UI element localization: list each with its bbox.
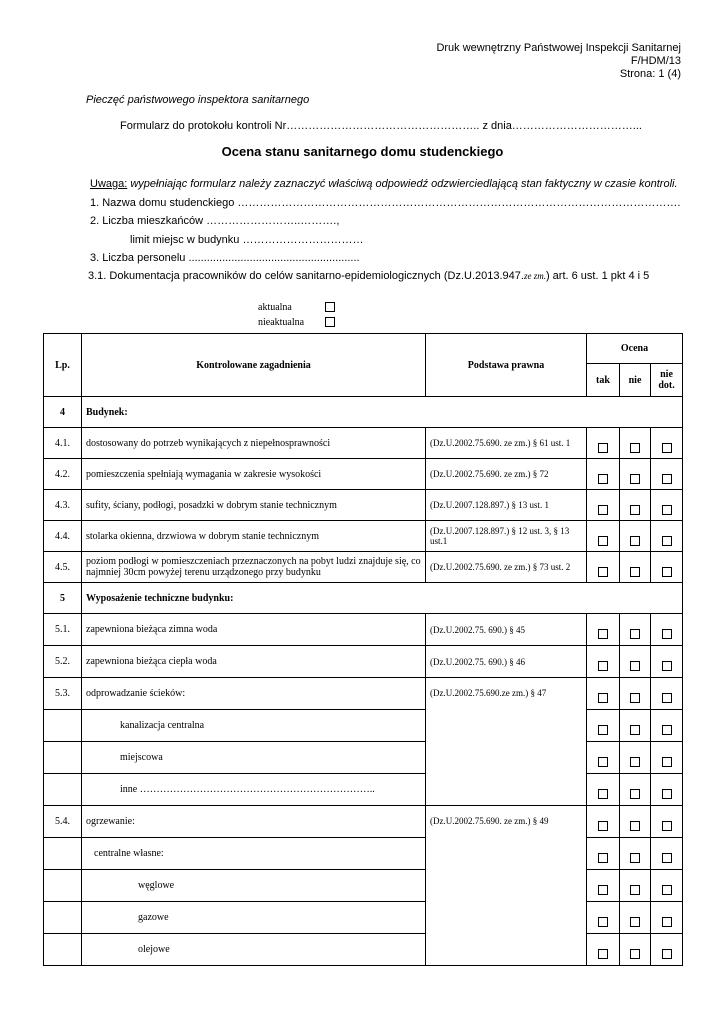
cell-na: [651, 870, 683, 902]
row-topic: zapewniona bieżąca ciepła woda: [82, 646, 426, 678]
cell-yes: [587, 774, 620, 806]
row-topic: centralne własne:: [82, 838, 426, 870]
note-text: wypełniając formularz należy zaznaczyć właściwą odpowiedź odzwierciedlającą stan faktyczny w czasie kontroli.: [127, 178, 678, 190]
checkbox-no[interactable]: [630, 885, 640, 895]
section-number: 4: [44, 397, 82, 428]
row-law: (Dz.U.2002.75.690. ze zm.) § 72: [426, 459, 587, 490]
section-row-building: [44, 397, 683, 428]
cell-yes: [587, 614, 620, 646]
row-lp: 4.5.: [44, 552, 82, 583]
row-topic: kanalizacja centralna: [82, 710, 426, 742]
checkbox-no[interactable]: [630, 789, 640, 799]
cell-no: [620, 934, 651, 966]
row-lp: [44, 710, 82, 742]
table-row: [44, 902, 683, 934]
checkbox-na[interactable]: [662, 661, 672, 671]
table-row: [44, 428, 683, 459]
row-topic: zapewniona bieżąca zimna woda: [82, 614, 426, 646]
staff-doc-text: 3.1. Dokumentacja pracowników do celów sanitarno-epidemiologicznych (Dz.U.2013.947.: [88, 270, 524, 282]
staff-doc-amend: ze zm.: [523, 271, 546, 281]
row-lp: 4.2.: [44, 459, 82, 490]
checkbox-yes[interactable]: [598, 821, 608, 831]
table-row: [44, 646, 683, 678]
cell-yes: [587, 521, 620, 552]
col-header-no: nie: [620, 364, 651, 397]
checkbox-no[interactable]: [630, 661, 640, 671]
section-title: Wyposażenie techniczne budynku:: [82, 583, 683, 614]
checkbox-yes[interactable]: [598, 661, 608, 671]
table-row: [44, 870, 683, 902]
checkbox-yes[interactable]: [598, 853, 608, 863]
row-law: (Dz.U.2007.128.897.) § 13 ust. 1: [426, 490, 587, 521]
header-form-code: F/HDM/13: [630, 55, 681, 67]
checkbox-no[interactable]: [630, 505, 640, 515]
checkbox-yes[interactable]: [598, 949, 608, 959]
table-row: [44, 774, 683, 806]
cell-na: [651, 428, 683, 459]
checkbox-na[interactable]: [662, 693, 672, 703]
page-title: Ocena stanu sanitarnego domu studenckiego: [221, 144, 504, 159]
cell-no: [620, 870, 651, 902]
checkbox-yes[interactable]: [598, 885, 608, 895]
row-law: (Dz.U.2002.75. 690.) § 45: [426, 614, 587, 646]
checkbox-no[interactable]: [630, 629, 640, 639]
checkbox-no[interactable]: [630, 474, 640, 484]
cell-no: [620, 552, 651, 583]
cell-no: [620, 710, 651, 742]
col-header-rating: Ocena: [587, 334, 683, 364]
cell-no: [620, 646, 651, 678]
row-law: (Dz.U.2002.75.690. ze zm.) § 73 ust. 2: [426, 552, 587, 583]
cell-no: [620, 838, 651, 870]
checkbox-na[interactable]: [662, 789, 672, 799]
row-law: (Dz.U.2007.128.897.) § 12 ust. 3, § 13 ust.1: [426, 521, 587, 552]
row-law: (Dz.U.2002.75.690. ze zm.) § 61 ust. 1: [426, 428, 587, 459]
checkbox-yes[interactable]: [598, 567, 608, 577]
cell-yes: [587, 678, 620, 710]
row-lp: [44, 838, 82, 870]
table-row: [44, 490, 683, 521]
section-number: 5: [44, 583, 82, 614]
row-lp: 4.4.: [44, 521, 82, 552]
col-header-topic: Kontrolowane zagadnienia: [82, 334, 426, 397]
checkbox-yes[interactable]: [598, 725, 608, 735]
checkbox-no[interactable]: [630, 757, 640, 767]
legend-outdated-label: nieaktualna: [258, 317, 305, 328]
cell-na: [651, 902, 683, 934]
legend-current-label: aktualna: [258, 302, 292, 313]
cell-no: [620, 459, 651, 490]
table-row: [44, 742, 683, 774]
checkbox-yes[interactable]: [598, 693, 608, 703]
table-row: [44, 806, 683, 838]
row-lp: [44, 934, 82, 966]
cell-yes: [587, 646, 620, 678]
row-lp: 5.3.: [44, 678, 82, 710]
cell-yes: [587, 459, 620, 490]
field-place-limit[interactable]: limit miejsc w budynku ……………………………: [130, 234, 364, 246]
cell-na: [651, 614, 683, 646]
col-header-lp: Lp.: [44, 334, 82, 397]
row-topic: węglowe: [82, 870, 426, 902]
checkbox-yes[interactable]: [598, 474, 608, 484]
row-law: (Dz.U.2002.75. 690.) § 46: [426, 646, 587, 678]
field-dorm-name[interactable]: 1. Nazwa domu studenckiego ………………………………………………………………………………………………………….: [90, 197, 681, 209]
cell-yes: [587, 902, 620, 934]
cell-yes: [587, 934, 620, 966]
row-lp: 4.3.: [44, 490, 82, 521]
field-staff-count[interactable]: 3. Liczba personelu ........................................................: [90, 252, 360, 264]
checkbox-no[interactable]: [630, 567, 640, 577]
checkbox-na[interactable]: [662, 885, 672, 895]
row-topic: sufity, ściany, podłogi, posadzki w dobrym stanie technicznym: [82, 490, 426, 521]
cell-yes: [587, 552, 620, 583]
cell-na: [651, 459, 683, 490]
checkbox-na[interactable]: [662, 757, 672, 767]
row-lp: [44, 774, 82, 806]
checkbox-na[interactable]: [662, 443, 672, 453]
cell-no: [620, 614, 651, 646]
cell-yes: [587, 838, 620, 870]
row-lp: [44, 902, 82, 934]
section-title: Budynek:: [82, 397, 683, 428]
table-row: [44, 934, 683, 966]
row-law: (Dz.U.2002.75.690. ze zm.) § 49: [426, 806, 587, 966]
cell-no: [620, 742, 651, 774]
cell-yes: [587, 870, 620, 902]
cell-na: [651, 646, 683, 678]
cell-yes: [587, 490, 620, 521]
checkbox-na[interactable]: [662, 505, 672, 515]
cell-na: [651, 678, 683, 710]
checkbox-no[interactable]: [630, 821, 640, 831]
cell-na: [651, 806, 683, 838]
row-topic: inne ……………………………………………………………..: [82, 774, 426, 806]
document-header: [436, 42, 681, 81]
checkbox-yes[interactable]: [598, 789, 608, 799]
inspector-stamp-label: Pieczęć państwowego inspektora sanitarnego: [86, 94, 310, 106]
checkbox-no[interactable]: [630, 536, 640, 546]
row-lp: [44, 742, 82, 774]
col-header-na: nie dot.: [651, 364, 683, 397]
checkbox-yes[interactable]: [598, 443, 608, 453]
checkbox-yes[interactable]: [598, 917, 608, 927]
cell-na: [651, 838, 683, 870]
cell-na: [651, 710, 683, 742]
section-row-equipment: [44, 583, 683, 614]
cell-na: [651, 490, 683, 521]
checkbox-na[interactable]: [662, 474, 672, 484]
cell-na: [651, 552, 683, 583]
checkbox-yes[interactable]: [598, 629, 608, 639]
cell-no: [620, 902, 651, 934]
checkbox-current[interactable]: [325, 302, 335, 312]
row-lp: 5.1.: [44, 614, 82, 646]
row-topic: odprowadzanie ścieków:: [82, 678, 426, 710]
checkbox-no[interactable]: [630, 853, 640, 863]
cell-na: [651, 774, 683, 806]
row-law: (Dz.U.2002.75.690.ze zm.) § 47: [426, 678, 587, 806]
cell-no: [620, 678, 651, 710]
col-header-law: Podstawa prawna: [426, 334, 587, 397]
row-topic: dostosowany do potrzeb wynikających z niepełnosprawności: [82, 428, 426, 459]
cell-no: [620, 774, 651, 806]
note-label: Uwaga:: [90, 178, 128, 190]
row-topic: olejowe: [82, 934, 426, 966]
table-row: [44, 614, 683, 646]
header-print-type: Druk wewnętrzny Państwowej Inspekcji Sanitarnej: [436, 42, 681, 54]
checkbox-na[interactable]: [662, 536, 672, 546]
instruction-note: [90, 178, 678, 190]
protocol-form-line[interactable]: Formularz do protokołu kontroli Nr…………………………………………….. z dnia……………………………...: [120, 120, 642, 132]
header-page-number: Strona: 1 (4): [619, 68, 681, 80]
checkbox-no[interactable]: [630, 693, 640, 703]
checkbox-no[interactable]: [630, 725, 640, 735]
table-row: [44, 838, 683, 870]
row-lp: 5.4.: [44, 806, 82, 838]
inspection-table: [43, 333, 683, 966]
checkbox-no[interactable]: [630, 949, 640, 959]
cell-yes: [587, 742, 620, 774]
staff-doc-article: ) art. 6 ust. 1 pkt 4 i 5: [545, 270, 650, 282]
row-topic: stolarka okienna, drzwiowa w dobrym stanie technicznym: [82, 521, 426, 552]
cell-na: [651, 521, 683, 552]
table-row: [44, 521, 683, 552]
field-residents-count[interactable]: 2. Liczba mieszkańców ……………………..……….,: [90, 215, 340, 227]
checkbox-na[interactable]: [662, 629, 672, 639]
row-lp: 4.1.: [44, 428, 82, 459]
cell-na: [651, 742, 683, 774]
checkbox-yes[interactable]: [598, 505, 608, 515]
checkbox-na[interactable]: [662, 821, 672, 831]
row-lp: [44, 870, 82, 902]
cell-no: [620, 806, 651, 838]
cell-no: [620, 521, 651, 552]
checkbox-na[interactable]: [662, 917, 672, 927]
cell-na: [651, 934, 683, 966]
cell-yes: [587, 710, 620, 742]
row-topic: miejscowa: [82, 742, 426, 774]
table-row: [44, 459, 683, 490]
checkbox-no[interactable]: [630, 443, 640, 453]
table-row: [44, 710, 683, 742]
row-lp: 5.2.: [44, 646, 82, 678]
checkbox-no[interactable]: [630, 917, 640, 927]
row-topic: poziom podłogi w pomieszczeniach przeznaczonych na pobyt ludzi znajduje się, co najmniej 30cm powyżej terenu urządzonego przy budynku: [82, 552, 426, 583]
cell-no: [620, 428, 651, 459]
cell-no: [620, 490, 651, 521]
staff-documentation-label: [88, 270, 649, 282]
table-row: [44, 678, 683, 710]
checkbox-na[interactable]: [662, 725, 672, 735]
checkbox-yes[interactable]: [598, 757, 608, 767]
checkbox-yes[interactable]: [598, 536, 608, 546]
table-row: [44, 552, 683, 583]
col-header-yes: tak: [587, 364, 620, 397]
checkbox-outdated[interactable]: [325, 317, 335, 327]
cell-yes: [587, 428, 620, 459]
checkbox-na[interactable]: [662, 853, 672, 863]
row-topic: pomieszczenia spełniają wymagania w zakresie wysokości: [82, 459, 426, 490]
checkbox-na[interactable]: [662, 949, 672, 959]
row-topic: gazowe: [82, 902, 426, 934]
cell-yes: [587, 806, 620, 838]
checkbox-na[interactable]: [662, 567, 672, 577]
row-topic: ogrzewanie:: [82, 806, 426, 838]
